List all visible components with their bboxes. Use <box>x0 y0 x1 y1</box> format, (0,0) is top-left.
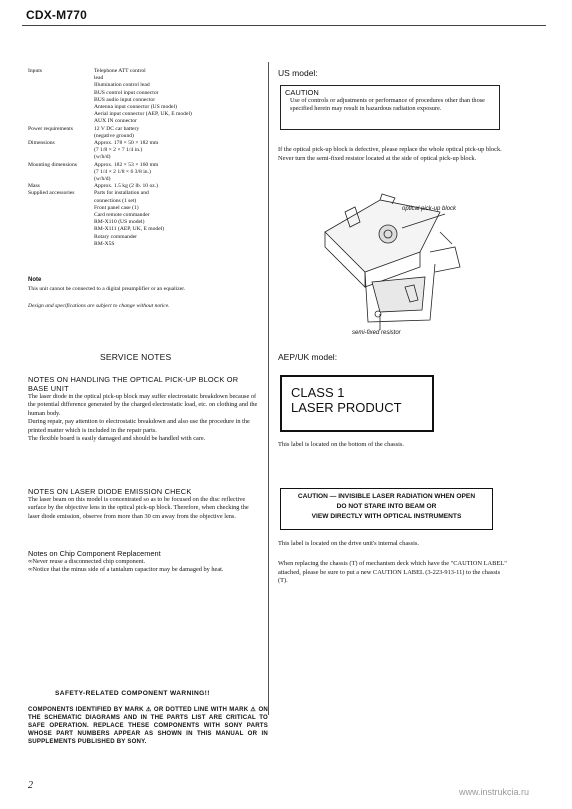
handling-para-3: The flexible board is easily damaged and should be handled with care. <box>28 435 206 443</box>
spec-key-empty <box>28 226 94 233</box>
spec-key-empty <box>28 75 94 82</box>
semi-fixed-resistor-label: semi-fixed resistor <box>352 330 401 336</box>
spec-value: (w/h/d) <box>94 154 111 161</box>
spec-key-empty <box>28 169 94 176</box>
spec-key-empty <box>28 198 94 205</box>
safety-title: SAFETY-RELATED COMPONENT WARNING!! <box>55 690 210 697</box>
spec-key-empty <box>28 111 94 118</box>
spec-value: Rotary commander <box>94 233 138 240</box>
spec-row <box>28 126 238 133</box>
spec-value: Parts for installation and <box>94 190 149 197</box>
spec-value: Approx. 178 × 50 × 182 mm <box>94 140 159 147</box>
emission-text: The laser beam on this model is concentrated so as to be focused on the disc reflective surface by the objective lens in the optical pick-up block. Therefore, when checking the laser diode emission, observe from more than 30 cm away from the objective lens. <box>28 496 249 520</box>
specs-table <box>28 68 238 248</box>
spec-key-empty <box>28 205 94 212</box>
spec-key-empty <box>28 176 94 183</box>
spec-value: BUS control input connector <box>94 89 159 96</box>
class1-note: This label is located on the bottom of the chassis. <box>278 441 405 448</box>
spec-value: RM-X5S <box>94 240 115 247</box>
spec-key-empty <box>28 147 94 154</box>
chip-item-1 <box>28 558 260 566</box>
spec-row <box>28 97 238 104</box>
spec-key-empty <box>28 133 94 140</box>
laser-label-note: This label is located on the drive unit's internal chassis. <box>278 540 420 547</box>
handling-section <box>28 375 260 443</box>
spec-key-empty <box>28 212 94 219</box>
emission-section <box>28 487 260 521</box>
spec-value: Approx. 182 × 53 × 160 mm <box>94 161 159 168</box>
spec-value: Antenna input connector (US model) <box>94 104 177 111</box>
spec-row <box>28 198 238 205</box>
spec-row <box>28 90 238 97</box>
spec-row <box>28 82 238 89</box>
service-notes-title: SERVICE NOTES <box>100 352 172 362</box>
spec-value: (negative ground) <box>94 132 134 139</box>
chip-item-2 <box>28 566 260 574</box>
spec-row <box>28 118 238 125</box>
spec-key-empty <box>28 154 94 161</box>
safety-text: COMPONENTS IDENTIFIED BY MARK ⚠ OR DOTTED LINE WITH MARK ⚠ ON THE SCHEMATIC DIAGRAMS AND IN THE PARTS LIST ARE CRITICAL TO SAFE OPERATION. REPLACE THESE COMPONENTS WITH SONY PARTS WHOSE PART NUMBERS APPEAR AS SHOWN IN THIS MANUAL OR IN SUPPLEMENTS PUBLISHED BY SONY. <box>28 706 268 745</box>
laser-caution-label <box>280 488 493 530</box>
spec-row <box>28 154 238 161</box>
spec-key: Inputs <box>28 68 42 74</box>
page-number: 2 <box>28 780 33 791</box>
spec-row <box>28 205 238 212</box>
spec-value: Front panel case (1) <box>94 204 139 211</box>
chip-item-1-text: Never reuse a disconnected chip component. <box>32 558 146 565</box>
model-title: CDX-M770 <box>26 8 87 22</box>
spec-key-empty <box>28 104 94 111</box>
column-divider <box>268 62 269 715</box>
chip-item-2-text: Notice that the minus side of a tantalum capacitor may be damaged by heat. <box>32 566 224 574</box>
class1-line-1: CLASS 1 <box>291 385 345 400</box>
spec-value: AUX IN connector <box>94 118 137 125</box>
aep-model-heading: AEP/UK model: <box>278 352 338 362</box>
caution-box <box>280 85 500 130</box>
spec-row <box>28 226 238 233</box>
spec-row <box>28 133 238 140</box>
laser-line-1: CAUTION — INVISIBLE LASER RADIATION WHEN OPEN <box>297 493 476 500</box>
spec-row <box>28 162 238 169</box>
spec-row <box>28 147 238 154</box>
us-model-heading: US model: <box>278 68 318 78</box>
spec-key: Power requirements <box>28 125 73 132</box>
us-text-2: Never turn the semi-fixed resistor located at the side of optical pick-up block. <box>278 154 477 162</box>
spec-key: Mass <box>28 183 40 190</box>
spec-value: lead <box>94 75 104 82</box>
laser-line-3: VIEW DIRECTLY WITH OPTICAL INSTRUMENTS <box>311 513 462 520</box>
spec-row <box>28 190 238 197</box>
spec-value: (w/h/d) <box>94 176 111 183</box>
spec-value: RM-X110 (US model) <box>94 219 145 226</box>
replace-chassis-note: When replacing the chassis (T) of mechanism deck which have the "CAUTION LABEL" attached, please be sure to put a new CAUTION LABEL (3-223-913-11) to the chassis (T). <box>278 560 507 584</box>
us-text-1: If the optical pick-up block is defective, please replace the whole optical pick-up block. <box>278 146 502 153</box>
spec-value: Aerial input connector (AEP, UK, E model) <box>94 111 192 118</box>
class1-line-2: LASER PRODUCT <box>291 400 402 415</box>
spec-value: Telephone ATT control <box>94 68 146 74</box>
header-rule <box>22 25 546 26</box>
spec-key-empty <box>28 234 94 241</box>
spec-value: Approx. 1.5 kg (2 lb. 10 oz.) <box>94 183 159 190</box>
caution-title: CAUTION <box>285 88 319 97</box>
spec-key-empty <box>28 118 94 125</box>
bullet-icon: ∞ <box>28 566 33 574</box>
spec-key: Dimensions <box>28 140 55 147</box>
note-text: This unit cannot be connected to a digital preamplifier or an equalizer. <box>28 286 186 292</box>
spec-key-empty <box>28 219 94 226</box>
spec-row <box>28 169 238 176</box>
spec-value: connections (1 set) <box>94 197 137 204</box>
spec-key: Mounting dimensions <box>28 161 77 168</box>
optical-pickup-label: optical pick-up block <box>402 206 457 212</box>
us-instructions <box>278 146 508 163</box>
emission-heading: NOTES ON LASER DIODE EMISSION CHECK <box>28 487 192 496</box>
laser-line-2: DO NOT STARE INTO BEAM OR <box>336 503 437 510</box>
design-note: Design and specifications are subject to change without notice. <box>28 303 170 309</box>
spec-value: RM-X111 (AEP, UK, E model) <box>94 226 165 233</box>
chip-heading: Notes on Chip Component Replacement <box>28 549 161 558</box>
pickup-diagram <box>310 192 510 342</box>
spec-row <box>28 75 238 82</box>
spec-value: (7 1/8 × 2 × 7 1/4 in.) <box>94 147 143 154</box>
handling-heading: NOTES ON HANDLING THE OPTICAL PICK-UP BLOCK OR BASE UNIT <box>28 375 239 393</box>
bullet-icon: ∞ <box>28 558 33 565</box>
spec-value: BUS audio input connector <box>94 96 156 103</box>
spec-value: Card remote commander <box>94 212 150 219</box>
handling-para-1: The laser diode in the optical pick-up block may suffer electrostatic breakdown because of the potential difference generated by the charged electrostatic load, etc. on clothing and the human body. <box>28 393 258 417</box>
class1-label <box>280 375 434 432</box>
spec-key-empty <box>28 82 94 89</box>
spec-row <box>28 241 238 248</box>
spec-row <box>28 234 238 241</box>
spec-value: 12 V DC car battery <box>94 125 140 132</box>
spec-value: Illumination control lead <box>94 82 150 89</box>
caution-text: Use of controls or adjustments or performance of procedures other than those specified herein may result in hazardous radiation exposure. <box>290 97 485 113</box>
spec-row <box>28 68 238 75</box>
note-heading: Note <box>28 277 42 283</box>
spec-value: (7 1/4 × 2 1/8 × 6 3/8 in.) <box>94 168 151 175</box>
spec-key-empty <box>28 241 94 248</box>
handling-para-2: During repair, pay attention to electrostatic breakdown and also use the procedure in the printed matter which is included in the repair parts. <box>28 418 250 434</box>
spec-key: Supplied accessories <box>28 190 75 197</box>
spec-key-empty <box>28 90 94 97</box>
spec-row <box>28 111 238 118</box>
watermark: www.instrukcia.ru <box>459 787 530 797</box>
chip-section <box>28 549 260 575</box>
pickup-drawing <box>310 192 510 342</box>
spec-key-empty <box>28 97 94 104</box>
